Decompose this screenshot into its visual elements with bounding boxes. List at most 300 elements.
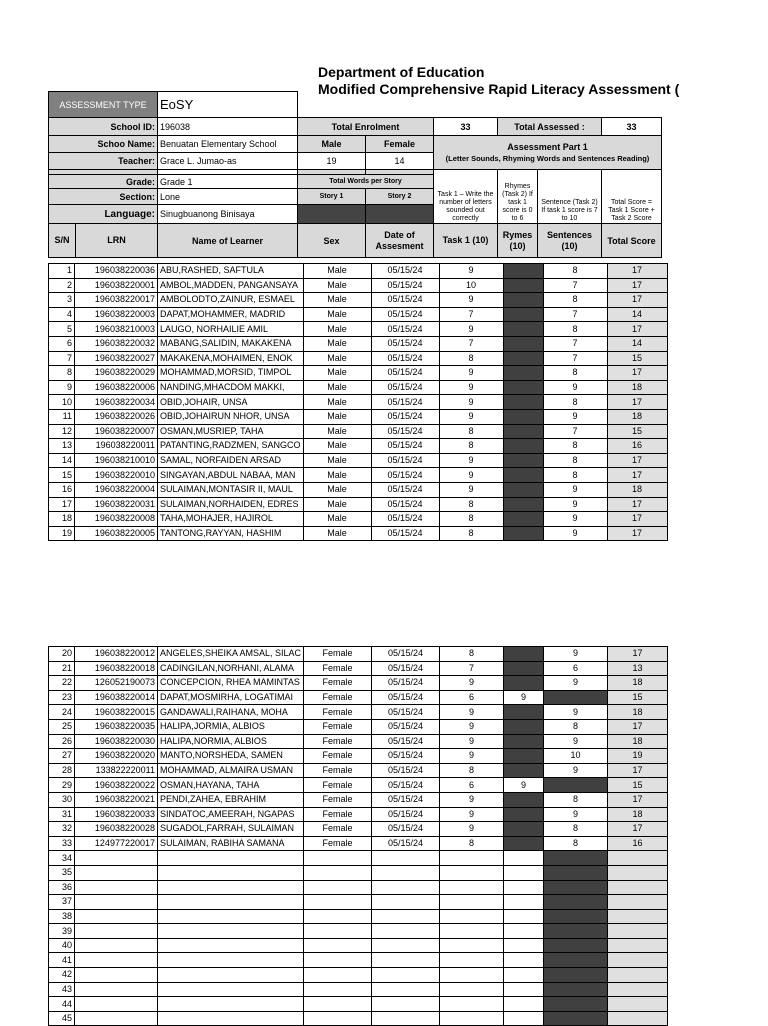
cell-learner-name[interactable]: GANDAWALI,RAIHANA, MOHA: [158, 705, 304, 720]
cell-date[interactable]: 05/15/24: [372, 822, 440, 837]
cell-total-score[interactable]: 17: [607, 264, 667, 279]
cell-sex[interactable]: [304, 909, 372, 924]
cell-total-score[interactable]: [608, 880, 668, 895]
cell-task1[interactable]: 7: [440, 661, 504, 676]
cell-task1[interactable]: 9: [439, 380, 503, 395]
cell-task1[interactable]: [440, 997, 504, 1012]
cell-total-score[interactable]: 17: [608, 763, 668, 778]
cell-total-score[interactable]: 19: [608, 749, 668, 764]
male-count[interactable]: 19: [298, 153, 366, 170]
cell-total-score[interactable]: 17: [607, 497, 667, 512]
cell-sentences[interactable]: 9: [544, 647, 608, 662]
cell-lrn[interactable]: 196038220008: [75, 512, 158, 527]
cell-task1[interactable]: 8: [440, 836, 504, 851]
cell-lrn[interactable]: 196038220036: [75, 264, 158, 279]
cell-sentences[interactable]: 8: [543, 468, 607, 483]
cell-learner-name[interactable]: SAMAL, NORFAIDEN ARSAD: [158, 453, 304, 468]
cell-rymes[interactable]: [504, 763, 544, 778]
cell-task1[interactable]: 9: [439, 482, 503, 497]
cell-learner-name[interactable]: [158, 997, 304, 1012]
cell-task1[interactable]: [440, 953, 504, 968]
cell-lrn[interactable]: 196038220003: [75, 307, 158, 322]
cell-total-score[interactable]: 17: [607, 322, 667, 337]
cell-lrn[interactable]: 196038220027: [75, 351, 158, 366]
cell-date[interactable]: 05/15/24: [372, 749, 440, 764]
cell-date[interactable]: 05/15/24: [372, 719, 440, 734]
cell-sentences[interactable]: 9: [543, 497, 607, 512]
cell-date[interactable]: 05/15/24: [371, 395, 439, 410]
cell-date[interactable]: [372, 938, 440, 953]
cell-lrn[interactable]: 196038220007: [75, 424, 158, 439]
cell-sentences[interactable]: [544, 690, 608, 705]
cell-learner-name[interactable]: AMBOLODTO,ZAINUR, ESMAEL: [158, 293, 304, 308]
cell-learner-name[interactable]: MAKAKENA,MOHAIMEN, ENOK: [158, 351, 304, 366]
cell-sex[interactable]: Male: [303, 424, 371, 439]
cell-learner-name[interactable]: MOHAMMAD,MORSID, TIMPOL: [158, 366, 304, 381]
cell-lrn[interactable]: [75, 880, 158, 895]
cell-sex[interactable]: Female: [304, 719, 372, 734]
cell-rymes[interactable]: [504, 997, 544, 1012]
cell-sentences[interactable]: 7: [543, 351, 607, 366]
cell-date[interactable]: 05/15/24: [372, 734, 440, 749]
cell-rymes[interactable]: [504, 880, 544, 895]
cell-lrn[interactable]: 196038220028: [75, 822, 158, 837]
cell-date[interactable]: 05/15/24: [372, 792, 440, 807]
cell-total-score[interactable]: 18: [608, 807, 668, 822]
cell-lrn[interactable]: 196038220034: [75, 395, 158, 410]
cell-total-score[interactable]: [608, 851, 668, 866]
cell-date[interactable]: 05/15/24: [372, 807, 440, 822]
cell-total-score[interactable]: 18: [608, 676, 668, 691]
cell-lrn[interactable]: 196038220032: [75, 336, 158, 351]
cell-date[interactable]: 05/15/24: [371, 424, 439, 439]
cell-learner-name[interactable]: [158, 851, 304, 866]
cell-lrn[interactable]: 196038220015: [75, 705, 158, 720]
cell-sex[interactable]: Male: [303, 439, 371, 454]
total-assessed-value[interactable]: 33: [602, 118, 662, 136]
cell-task1[interactable]: 8: [439, 424, 503, 439]
cell-sex[interactable]: Female: [304, 822, 372, 837]
female-count[interactable]: 14: [366, 153, 434, 170]
cell-learner-name[interactable]: [158, 880, 304, 895]
cell-sentences[interactable]: 9: [543, 512, 607, 527]
cell-lrn[interactable]: 124977220017: [75, 836, 158, 851]
cell-lrn[interactable]: 196038220021: [75, 792, 158, 807]
cell-sex[interactable]: Female: [304, 792, 372, 807]
cell-rymes[interactable]: [503, 380, 543, 395]
cell-total-score[interactable]: 15: [608, 778, 668, 793]
cell-date[interactable]: 05/15/24: [371, 264, 439, 279]
cell-task1[interactable]: 8: [439, 512, 503, 527]
cell-sentences[interactable]: [544, 953, 608, 968]
cell-rymes[interactable]: [504, 953, 544, 968]
cell-total-score[interactable]: 17: [608, 822, 668, 837]
cell-lrn[interactable]: 133822220011: [75, 763, 158, 778]
cell-learner-name[interactable]: ANGELES,SHEIKA AMSAL, SILAC: [158, 647, 304, 662]
cell-rymes[interactable]: [504, 938, 544, 953]
cell-total-score[interactable]: 15: [607, 424, 667, 439]
cell-sentences[interactable]: 8: [543, 322, 607, 337]
cell-task1[interactable]: 9: [439, 468, 503, 483]
cell-task1[interactable]: 9: [439, 322, 503, 337]
cell-sex[interactable]: [304, 865, 372, 880]
cell-total-score[interactable]: [608, 997, 668, 1012]
cell-rymes[interactable]: [504, 924, 544, 939]
cell-learner-name[interactable]: [158, 909, 304, 924]
cell-date[interactable]: 05/15/24: [371, 366, 439, 381]
cell-sex[interactable]: Male: [303, 409, 371, 424]
cell-rymes[interactable]: [504, 865, 544, 880]
cell-total-score[interactable]: 17: [607, 453, 667, 468]
cell-lrn[interactable]: 196038220030: [75, 734, 158, 749]
school-name-value[interactable]: Benuatan Elementary School: [158, 136, 298, 153]
cell-learner-name[interactable]: SULAIMAN,MONTASIR II, MAUL: [158, 482, 304, 497]
cell-task1[interactable]: 8: [439, 439, 503, 454]
cell-rymes[interactable]: [503, 482, 543, 497]
cell-sex[interactable]: [304, 938, 372, 953]
cell-task1[interactable]: 9: [439, 453, 503, 468]
section-value[interactable]: Lone: [158, 189, 298, 205]
cell-lrn[interactable]: [75, 865, 158, 880]
cell-date[interactable]: [372, 997, 440, 1012]
cell-sex[interactable]: [304, 851, 372, 866]
cell-rymes[interactable]: [503, 439, 543, 454]
cell-date[interactable]: [372, 909, 440, 924]
cell-total-score[interactable]: 15: [607, 351, 667, 366]
cell-total-score[interactable]: 18: [607, 482, 667, 497]
cell-rymes[interactable]: [504, 822, 544, 837]
cell-lrn[interactable]: 196038220026: [75, 409, 158, 424]
cell-sentences[interactable]: 10: [544, 749, 608, 764]
cell-rymes[interactable]: [504, 836, 544, 851]
cell-lrn[interactable]: [75, 997, 158, 1012]
cell-date[interactable]: 05/15/24: [372, 763, 440, 778]
cell-rymes[interactable]: [503, 395, 543, 410]
cell-sex[interactable]: Male: [303, 307, 371, 322]
cell-rymes[interactable]: [504, 807, 544, 822]
cell-sex[interactable]: [304, 968, 372, 983]
cell-rymes[interactable]: [504, 909, 544, 924]
cell-lrn[interactable]: 196038220031: [75, 497, 158, 512]
cell-rymes[interactable]: [504, 749, 544, 764]
cell-sentences[interactable]: 9: [544, 676, 608, 691]
cell-lrn[interactable]: [75, 968, 158, 983]
cell-rymes[interactable]: 9: [504, 778, 544, 793]
cell-sentences[interactable]: 6: [544, 661, 608, 676]
cell-learner-name[interactable]: MANTO,NORSHEDA, SAMEN: [158, 749, 304, 764]
cell-date[interactable]: 05/15/24: [371, 439, 439, 454]
cell-learner-name[interactable]: MABANG,SALIDIN, MAKAKENA: [158, 336, 304, 351]
cell-task1[interactable]: 9: [439, 409, 503, 424]
cell-total-score[interactable]: [608, 968, 668, 983]
cell-date[interactable]: [372, 924, 440, 939]
cell-date[interactable]: [372, 865, 440, 880]
cell-sentences[interactable]: 9: [543, 526, 607, 541]
cell-rymes[interactable]: [503, 453, 543, 468]
cell-rymes[interactable]: [503, 264, 543, 279]
cell-total-score[interactable]: 18: [608, 705, 668, 720]
cell-sex[interactable]: Male: [303, 336, 371, 351]
cell-lrn[interactable]: 196038220011: [75, 439, 158, 454]
cell-total-score[interactable]: 16: [608, 836, 668, 851]
cell-sentences[interactable]: [544, 851, 608, 866]
cell-sex[interactable]: [304, 924, 372, 939]
cell-date[interactable]: 05/15/24: [371, 526, 439, 541]
cell-task1[interactable]: [440, 968, 504, 983]
cell-learner-name[interactable]: [158, 982, 304, 997]
cell-learner-name[interactable]: CONCEPCION, RHEA MAMINTAS: [158, 676, 304, 691]
cell-learner-name[interactable]: SUGADOL,FARRAH, SULAIMAN: [158, 822, 304, 837]
cell-date[interactable]: 05/15/24: [371, 497, 439, 512]
cell-date[interactable]: 05/15/24: [371, 482, 439, 497]
cell-sex[interactable]: Male: [303, 468, 371, 483]
cell-sentences[interactable]: 7: [543, 424, 607, 439]
cell-lrn[interactable]: 196038220005: [75, 526, 158, 541]
cell-rymes[interactable]: [504, 676, 544, 691]
cell-lrn[interactable]: [75, 895, 158, 910]
cell-rymes[interactable]: [504, 719, 544, 734]
cell-lrn[interactable]: 196038220004: [75, 482, 158, 497]
cell-lrn[interactable]: 196038220001: [75, 278, 158, 293]
cell-date[interactable]: 05/15/24: [372, 690, 440, 705]
cell-sex[interactable]: Male: [303, 351, 371, 366]
cell-rymes[interactable]: [503, 336, 543, 351]
cell-date[interactable]: [372, 968, 440, 983]
cell-learner-name[interactable]: OSMAN,MUSRIEP, TAHA: [158, 424, 304, 439]
cell-total-score[interactable]: 17: [607, 366, 667, 381]
cell-total-score[interactable]: 14: [607, 336, 667, 351]
cell-learner-name[interactable]: [158, 968, 304, 983]
cell-rymes[interactable]: [503, 351, 543, 366]
school-id-value[interactable]: 196038: [158, 118, 298, 136]
cell-rymes[interactable]: [503, 512, 543, 527]
cell-sentences[interactable]: 8: [544, 836, 608, 851]
cell-rymes[interactable]: [504, 792, 544, 807]
total-enrolment-value[interactable]: 33: [434, 118, 498, 136]
grade-value[interactable]: Grade 1: [158, 175, 298, 189]
cell-total-score[interactable]: 18: [607, 409, 667, 424]
cell-rymes[interactable]: [503, 497, 543, 512]
cell-sex[interactable]: Male: [303, 366, 371, 381]
cell-task1[interactable]: 9: [439, 264, 503, 279]
cell-sex[interactable]: Male: [303, 278, 371, 293]
cell-task1[interactable]: 9: [439, 395, 503, 410]
cell-task1[interactable]: [440, 880, 504, 895]
story1-cell[interactable]: [298, 205, 366, 224]
cell-learner-name[interactable]: SULAIMAN,NORHAIDEN, EDRES: [158, 497, 304, 512]
cell-lrn[interactable]: [75, 982, 158, 997]
cell-sex[interactable]: Male: [303, 482, 371, 497]
cell-task1[interactable]: 9: [440, 807, 504, 822]
cell-lrn[interactable]: 196038220018: [75, 661, 158, 676]
cell-date[interactable]: [372, 895, 440, 910]
cell-learner-name[interactable]: [158, 924, 304, 939]
cell-task1[interactable]: 8: [439, 497, 503, 512]
assessment-type-value[interactable]: EoSY: [158, 92, 298, 118]
cell-learner-name[interactable]: LAUGO, NORHAILIE AMIL: [158, 322, 304, 337]
cell-rymes[interactable]: [503, 366, 543, 381]
cell-lrn[interactable]: 196038220010: [75, 468, 158, 483]
cell-task1[interactable]: 9: [440, 676, 504, 691]
cell-sentences[interactable]: 9: [544, 763, 608, 778]
cell-sentences[interactable]: 9: [544, 807, 608, 822]
cell-learner-name[interactable]: [158, 938, 304, 953]
cell-rymes[interactable]: [503, 409, 543, 424]
cell-task1[interactable]: [440, 851, 504, 866]
cell-learner-name[interactable]: OBID,JOHAIR, UNSA: [158, 395, 304, 410]
cell-task1[interactable]: [440, 895, 504, 910]
cell-date[interactable]: 05/15/24: [371, 380, 439, 395]
cell-sentences[interactable]: [544, 865, 608, 880]
cell-total-score[interactable]: 17: [607, 293, 667, 308]
cell-total-score[interactable]: 17: [607, 526, 667, 541]
cell-learner-name[interactable]: [158, 953, 304, 968]
cell-lrn[interactable]: 196038220029: [75, 366, 158, 381]
cell-total-score[interactable]: 13: [608, 661, 668, 676]
cell-rymes[interactable]: [504, 705, 544, 720]
cell-total-score[interactable]: 15: [608, 690, 668, 705]
cell-sex[interactable]: [304, 953, 372, 968]
cell-total-score[interactable]: [608, 895, 668, 910]
cell-rymes[interactable]: 9: [504, 690, 544, 705]
cell-sentences[interactable]: 8: [543, 439, 607, 454]
cell-task1[interactable]: 9: [439, 293, 503, 308]
cell-lrn[interactable]: 196038220022: [75, 778, 158, 793]
cell-total-score[interactable]: 14: [607, 307, 667, 322]
cell-learner-name[interactable]: ABU,RASHED, SAFTULA: [158, 264, 304, 279]
cell-lrn[interactable]: 196038210003: [75, 322, 158, 337]
cell-learner-name[interactable]: HALIPA,JORMIA, ALBIOS: [158, 719, 304, 734]
cell-sentences[interactable]: 8: [544, 719, 608, 734]
cell-sex[interactable]: Female: [304, 661, 372, 676]
cell-sex[interactable]: Female: [304, 807, 372, 822]
cell-sex[interactable]: Female: [304, 749, 372, 764]
cell-task1[interactable]: 9: [439, 366, 503, 381]
cell-task1[interactable]: [440, 924, 504, 939]
cell-learner-name[interactable]: SINGAYAN,ABDUL NABAA, MAN: [158, 468, 304, 483]
cell-sex[interactable]: Female: [304, 705, 372, 720]
cell-sex[interactable]: Male: [303, 264, 371, 279]
cell-task1[interactable]: 7: [439, 336, 503, 351]
cell-rymes[interactable]: [503, 322, 543, 337]
cell-learner-name[interactable]: HALIPA,NORMIA, ALBIOS: [158, 734, 304, 749]
cell-sentences[interactable]: 9: [543, 482, 607, 497]
cell-lrn[interactable]: 196038220017: [75, 293, 158, 308]
cell-lrn[interactable]: 196038220035: [75, 719, 158, 734]
cell-task1[interactable]: [440, 909, 504, 924]
cell-rymes[interactable]: [504, 647, 544, 662]
cell-sentences[interactable]: 9: [543, 409, 607, 424]
cell-date[interactable]: 05/15/24: [371, 322, 439, 337]
cell-learner-name[interactable]: DAPAT,MOHAMMER, MADRID: [158, 307, 304, 322]
cell-lrn[interactable]: [75, 909, 158, 924]
cell-lrn[interactable]: 126052190073: [75, 676, 158, 691]
cell-date[interactable]: 05/15/24: [372, 676, 440, 691]
cell-task1[interactable]: 6: [440, 690, 504, 705]
cell-sentences[interactable]: 9: [544, 705, 608, 720]
cell-lrn[interactable]: [75, 851, 158, 866]
cell-learner-name[interactable]: MOHAMMAD, ALMAIRA USMAN: [158, 763, 304, 778]
cell-sex[interactable]: [304, 982, 372, 997]
cell-rymes[interactable]: [503, 293, 543, 308]
cell-sentences[interactable]: 9: [543, 380, 607, 395]
cell-sentences[interactable]: [544, 880, 608, 895]
cell-total-score[interactable]: [608, 924, 668, 939]
cell-sex[interactable]: Male: [303, 395, 371, 410]
cell-learner-name[interactable]: TAHA,MOHAJER, HAJIROL: [158, 512, 304, 527]
cell-total-score[interactable]: 17: [608, 647, 668, 662]
cell-learner-name[interactable]: AMBOL,MADDEN, PANGANSAYA: [158, 278, 304, 293]
cell-total-score[interactable]: 17: [607, 512, 667, 527]
cell-lrn[interactable]: 196038220033: [75, 807, 158, 822]
cell-sentences[interactable]: [544, 924, 608, 939]
cell-sentences[interactable]: [544, 997, 608, 1012]
cell-task1[interactable]: 9: [440, 822, 504, 837]
cell-sex[interactable]: Male: [303, 497, 371, 512]
cell-date[interactable]: 05/15/24: [372, 661, 440, 676]
cell-task1[interactable]: [440, 982, 504, 997]
cell-learner-name[interactable]: OSMAN,HAYANA, TAHA: [158, 778, 304, 793]
cell-sex[interactable]: Female: [304, 647, 372, 662]
cell-total-score[interactable]: [608, 953, 668, 968]
cell-task1[interactable]: 9: [440, 719, 504, 734]
cell-date[interactable]: 05/15/24: [371, 351, 439, 366]
cell-date[interactable]: 05/15/24: [371, 336, 439, 351]
cell-learner-name[interactable]: DAPAT,MOSMIRHA, LOGATIMAI: [158, 690, 304, 705]
cell-date[interactable]: 05/15/24: [371, 468, 439, 483]
cell-rymes[interactable]: [503, 526, 543, 541]
cell-sex[interactable]: Female: [304, 836, 372, 851]
cell-total-score[interactable]: 17: [608, 719, 668, 734]
cell-rymes[interactable]: [503, 424, 543, 439]
cell-date[interactable]: 05/15/24: [372, 836, 440, 851]
cell-total-score[interactable]: 17: [608, 792, 668, 807]
cell-task1[interactable]: 9: [440, 734, 504, 749]
cell-sex[interactable]: Male: [303, 512, 371, 527]
cell-task1[interactable]: 9: [440, 705, 504, 720]
cell-sentences[interactable]: [544, 982, 608, 997]
teacher-value[interactable]: Grace L. Jumao-as: [158, 153, 298, 170]
cell-sex[interactable]: Male: [303, 453, 371, 468]
cell-date[interactable]: [372, 851, 440, 866]
cell-sentences[interactable]: 8: [543, 453, 607, 468]
cell-lrn[interactable]: [75, 924, 158, 939]
cell-sex[interactable]: [304, 895, 372, 910]
cell-date[interactable]: 05/15/24: [371, 307, 439, 322]
cell-rymes[interactable]: [504, 895, 544, 910]
cell-total-score[interactable]: 18: [608, 734, 668, 749]
cell-rymes[interactable]: [503, 307, 543, 322]
cell-sex[interactable]: Male: [303, 293, 371, 308]
cell-sentences[interactable]: [544, 778, 608, 793]
cell-sentences[interactable]: 7: [543, 278, 607, 293]
cell-lrn[interactable]: [75, 938, 158, 953]
cell-learner-name[interactable]: OBID,JOHAIRUN NHOR, UNSA: [158, 409, 304, 424]
cell-task1[interactable]: 8: [440, 647, 504, 662]
cell-sex[interactable]: Female: [304, 763, 372, 778]
cell-sex[interactable]: Female: [304, 676, 372, 691]
language-value[interactable]: Sinugbuanong Binisaya: [158, 205, 298, 224]
cell-learner-name[interactable]: SINDATOC,AMEERAH, NGAPAS: [158, 807, 304, 822]
cell-learner-name[interactable]: PENDI,ZAHEA, EBRAHIM: [158, 792, 304, 807]
cell-total-score[interactable]: 18: [607, 380, 667, 395]
cell-learner-name[interactable]: CADINGILAN,NORHANI, ALAMA: [158, 661, 304, 676]
cell-sex[interactable]: [304, 880, 372, 895]
cell-sentences[interactable]: 8: [543, 264, 607, 279]
cell-task1[interactable]: 8: [440, 763, 504, 778]
cell-date[interactable]: 05/15/24: [372, 647, 440, 662]
cell-total-score[interactable]: 17: [607, 395, 667, 410]
